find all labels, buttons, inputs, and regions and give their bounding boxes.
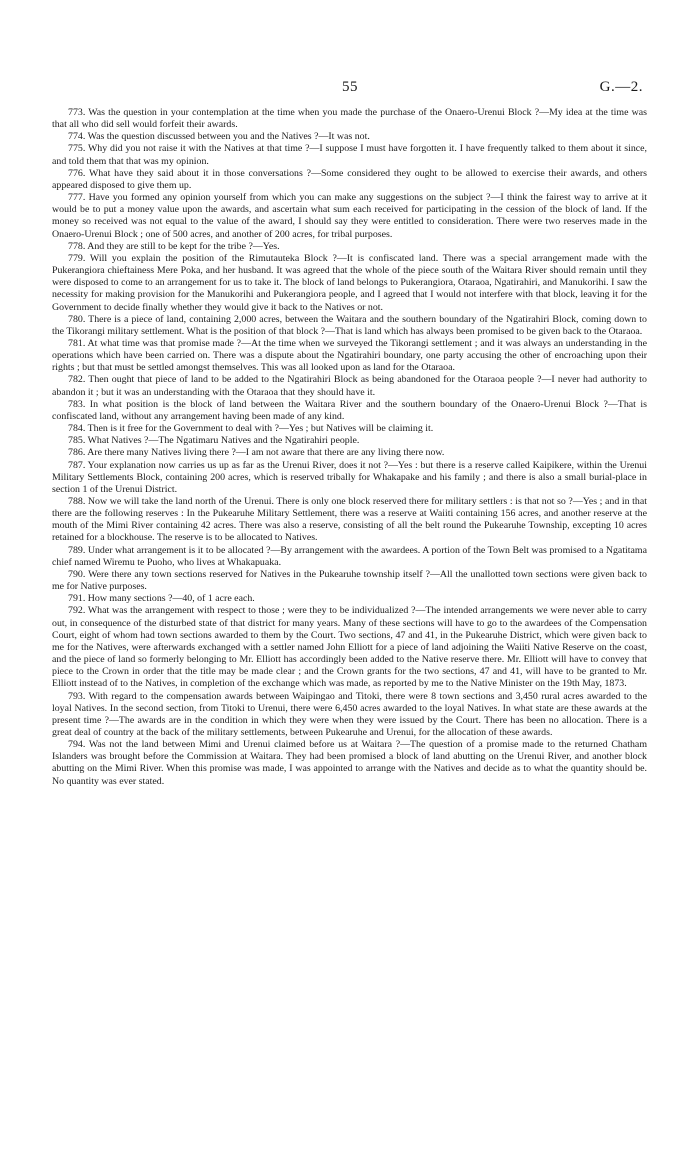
paragraph-q791: 791. How many sections ?—40, of 1 acre each. [68, 593, 255, 605]
paragraph-q786: 786. Are there many Natives living there ?—I am not aware that there are any living there now. [68, 447, 445, 459]
paragraph-q778: 778. And they are still to be kept for the tribe ?—Yes. [68, 240, 280, 252]
paragraph-q784: 784. Then is it free for the Government to deal with ?—Yes ; but Natives will be claiming it. [68, 423, 434, 435]
paragraph-q774: 774. Was the question discussed between you and the Natives ?—It was not. [68, 131, 370, 143]
paragraph-q780: 780. There is a piece of land, containing 2,000 acres, between the Waitara and the southern boundary of the Ngatirahiri Block, coming down to the Tikorangi military settlement. What is the position of that block ?—That is land which has always been promised to be given back to the Otaraoa. [52, 313, 647, 337]
paragraph-q790: 790. Were there any town sections reserved for Natives in the Pukearuhe township itself ?—All the unallotted town sections were given back to me for Native purposes. [52, 568, 647, 593]
paragraph-q793: 793. With regard to the compensation awards between Waipingao and Titoki, there were 8 town sections and 3,450 rural acres awarded to the loyal Natives. In the second section, from Titoki to Urenui, there were 6,450 acres awarded to the loyal Natives. In what state are these awards at the present time ?—The awards are in the condition in which they were when they were issued by the Court. There has been no allocation. There is a great deal of country at the back of the military settlements, between Pukearuhe and Urenui, for the allocation of these awards. [52, 690, 647, 738]
document-reference: G.—2. [599, 79, 643, 95]
paragraph-q779: 779. Will you explain the position of the Rimutauteka Block ?—It is confiscated land. There was a special arrangement made with the Pukerangiora chieftainess Mere Poka, and her husband. It was agreed that the whole of the piece south of the Waitara River should remain until they were disposed to come to an arrangement for us to take it. The block of land belongs to Pukerangiora, Otaraoa, Ngatirahiri, and Manukorihi. I saw the necessity for making provision for the Manukorihi and Pukerangiora people, and I agreed that I would not interfere with that block, leaving it for the Government to decide finally whether they would give it back to the Natives or not. [52, 252, 647, 313]
paragraph-q782: 782. Then ought that piece of land to be added to the Ngatirahiri Block as being abandoned for the Otaraoa people ?—I never had authority to abandon it ; but it was an understanding with the Otaraoa that they should have it. [52, 374, 647, 398]
paragraph-q787: 787. Your explanation now carries us up as far as the Urenui River, does it not ?—Yes : but there is a reserve called Kaipikere, within the Urenui Military Settlements Block, containing 200 acres, which is reserved tribally for Whakapake and his family ; and there is also a small burial-place in section 1 of the Urenui District. [52, 459, 647, 495]
page-number: 55 [342, 79, 358, 95]
paragraph-q776: 776. What have they said about it in those conversations ?—Some considered they ought to be allowed to exercise their awards, and others appeared disposed to give them up. [52, 167, 647, 191]
paragraph-q788: 788. Now we will take the land north of the Urenui. There is only one block reserved there for military settlers : is that not so ?—Yes ; and in that there are the following reserves : In the Pukearuhe Military Settlement, there was a reserve at Waiiti containing 156 acres, and another reserve at the mouth of the Mimi River containing 42 acres. There was also a reserve, consisting of all the belt round the Pukearuhe Township, excepting 10 acres retained for a blockhouse. The reserve is to be allocated to Natives. [52, 496, 647, 544]
paragraph-q775: 775. Why did you not raise it with the Natives at that time ?—I suppose I must have forgotten it. I have frequently talked to them about it since, and told them that that was my opinion. [52, 143, 647, 167]
paragraph-q785: 785. What Natives ?—The Ngatimaru Natives and the Ngatirahiri people. [68, 435, 360, 447]
paragraph-q789: 789. Under what arrangement is it to be allocated ?—By arrangement with the awardees. A portion of the Town Belt was promised to a Ngatitama chief named Wiremu te Puoho, who lives at Whakapuaka. [52, 544, 647, 568]
paragraph-q794: 794. Was not the land between Mimi and Urenui claimed before us at Waitara ?—The question of a promise made to the returned Chatham Islanders was brought before the Commission at Waitara. They had been promised a block of land abutting on the Urenui River, and another block abutting on the Mimi River. When this promise was made, I was appointed to arrange with the Natives and decide as to what the quantity should be. No quantity was ever stated. [52, 739, 647, 787]
testimony-body [52, 107, 647, 788]
paragraph-q783: 783. In what position is the block of land between the Waitara River and the southern boundary of the Onaero-Urenui Block ?—That is confiscated land, without any arrangement having been made of any kind. [52, 398, 647, 422]
paragraph-q773: 773. Was the question in your contemplation at the time when you made the purchase of the Onaero-Urenui Block ?—My idea at the time was that all who did sell would forfeit their awards. [52, 107, 647, 131]
paragraph-q777: 777. Have you formed any opinion yourself from which you can make any suggestions on the subject ?—I think the fairest way to arrive at it would be to put a money value upon the awards, and ascertain what sum each received for participating in the cession of the block of land. If the money so received was not equal to the value of the award, I should say they were entitled to consideration. There were two reserves made in the Onaero-Urenui Block ; one of 500 acres, and another of 200 acres, for tribal purposes. [52, 192, 647, 240]
paragraph-q792: 792. What was the arrangement with respect to those ; were they to be individualized ?—The intended arrangements we were never able to carry out, in consequence of the disturbed state of that district for many years. Many of these sections will have to go to the awardees of the Compensation Court, eight of whom had town sections awarded to them by the Court. Two sections, 47 and 41, in the Pukearuhe District, which were given back to me for the Natives, were afterwards exchanged with a settler named John Elliott for a piece of land adjoining the Waiiti Native Reserve on the coast, and the piece of land so formerly belonging to Mr. Elliott has accordingly been added to the Native reserve there. Mr. Elliott will have to convey that piece to the Crown in order that the title may be made clear ; and the Crown grants for the two sections, 47 and 41, will have to be granted to Mr. Elliott instead of to the Natives, in completion of the exchange which was made, as reported by me to the Native Minister on the 19th May, 1873. [52, 605, 647, 690]
paragraph-q781: 781. At what time was that promise made ?—At the time when we surveyed the Tikorangi settlement ; and it was always an understanding in the operations which have been carried on. There was a dispute about the Ngatirahiri boundary, one party accusing the other of encroaching upon their rights ; but that must be settled amongst themselves. This was all looked upon as land for the Otaraoa. [52, 337, 647, 374]
